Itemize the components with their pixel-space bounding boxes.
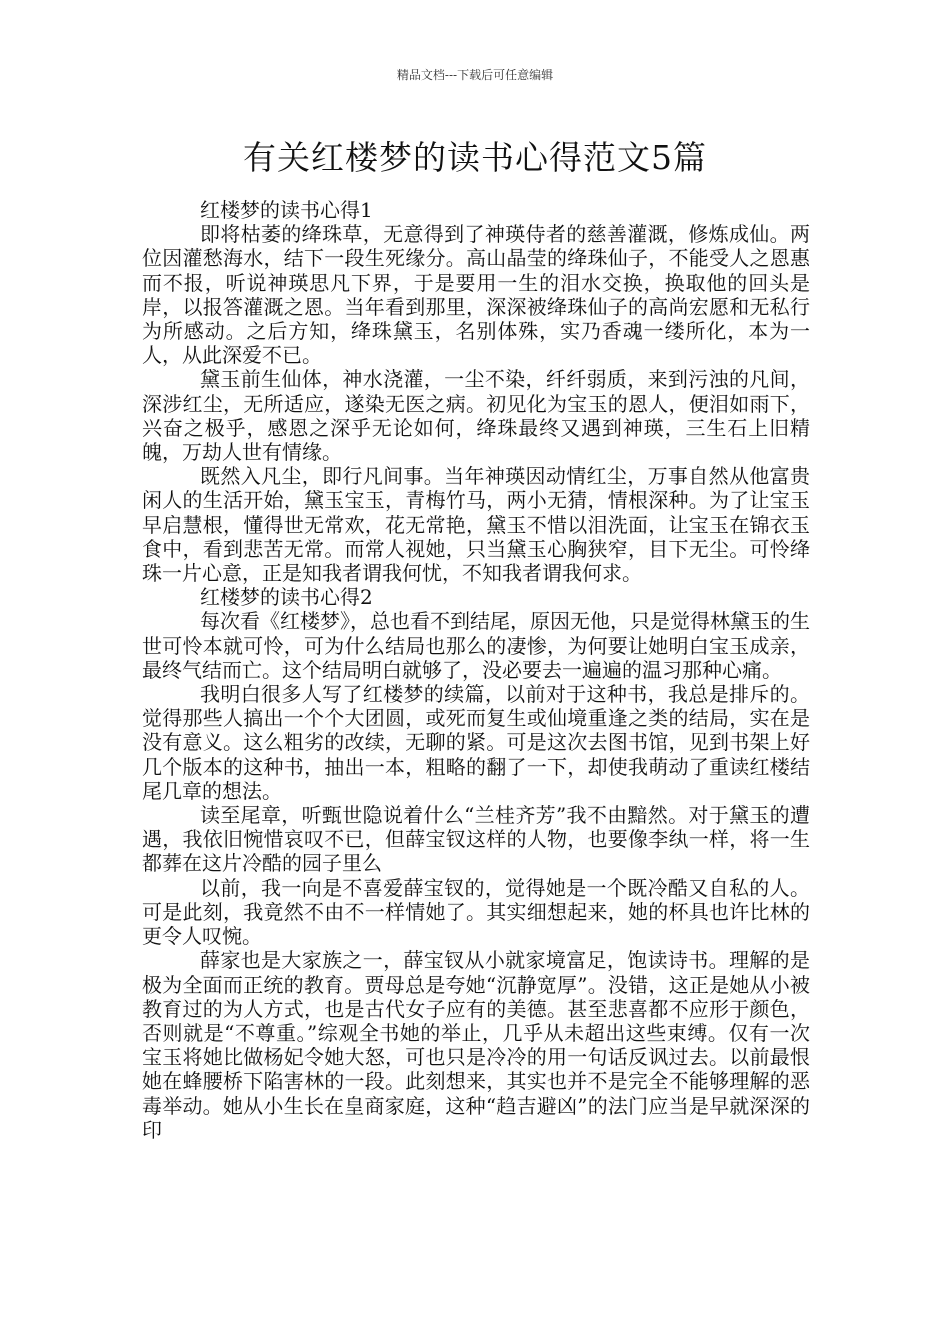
paragraph: 我明白很多人写了红楼梦的续篇，以前对于这种书，我总是排斥的。觉得那些人搞出一个个大团圆，或死而复生或仙境重逢之类的结局，实在是没有意义。这么粗劣的改续，无聊的紧。可是这次去图书馆，见到书架上好几个版本的这种书，抽出一本，粗略的翻了一下，却使我萌动了重读红楼结尾几章的想法。 bbox=[142, 682, 810, 803]
paragraph: 薛家也是大家族之一，薛宝钗从小就家境富足，饱读诗书。理解的是极为全面而正统的教育。贾母总是夸她“沉静宽厚”。没错，这正是她从小被教育过的为人方式，也是古代女子应有的美德。甚至悲喜都不应形于颜色，否则就是“不尊重。”综观全书她的举止，几乎从未超出这些束缚。仅有一次宝玉将她比做杨妃令她大怒，可也只是冷冷的用一句话反讽过去。以前最恨她在蜂腰桥下陷害林的一段。此刻想来，其实也并不是完全不能够理解的恶毒举动。她从小生长在皇商家庭，这种“趋吉避凶”的法门应当是早就深深的印 bbox=[142, 948, 810, 1142]
paragraph: 黛玉前生仙体，神水浇灌，一尘不染，纤纤弱质，来到污浊的凡间，深涉红尘，无所适应，遂染无医之病。初见化为宝玉的恩人，便泪如雨下，兴奋之极乎，感恩之深乎无论如何，绛珠最终又遇到神瑛，三生石上旧精魄，万劫人世有情缘。 bbox=[142, 367, 810, 465]
header-note: 精品文档---下载后可任意编辑 bbox=[396, 68, 554, 82]
paragraph: 以前，我一向是不喜爱薛宝钗的，觉得她是一个既冷酷又自私的人。可是此刻，我竟然不由不一样情她了。其实细想起来，她的杯具也许比林的更令人叹惋。 bbox=[142, 875, 810, 949]
section-heading: 红楼梦的读书心得1 bbox=[200, 198, 373, 222]
paragraph: 既然入凡尘，即行凡间事。当年神瑛因动情红尘，万事自然从他富贵闲人的生活开始，黛玉宝玉，青梅竹马，两小无猜，情根深种。为了让宝玉早启慧根，懂得世无常欢，花无常艳，黛玉不惜以泪洗面，让宝玉在锦衣玉食中，看到悲苦无常。而常人视她，只当黛玉心胸狭窄，目下无尘。可怜绛珠一片心意，正是知我者谓我何忧，不知我者谓我何求。 bbox=[142, 464, 810, 586]
paragraph: 读至尾章，听甄世隐说着什么“兰桂齐芳”我不由黯然。对于黛玉的遭遇，我依旧惋惜哀叹不已，但薛宝钗这样的人物，也要像李纨一样，将一生都葬在这片冷酷的园子里么 bbox=[142, 803, 810, 876]
paragraph: 每次看《红楼梦》，总也看不到结尾，原因无他，只是觉得林黛玉的生世可怜本就可怜，可为什么结局也那么的凄惨，为何要让她明白宝玉成亲，最终气结而亡。这个结局明白就够了，没必要去一遍遍的温习那种心痛。 bbox=[142, 609, 810, 682]
section-heading: 红楼梦的读书心得2 bbox=[200, 585, 373, 610]
document-body bbox=[142, 198, 810, 1142]
document-title: 有关红楼梦的读书心得范文5篇 bbox=[243, 138, 707, 177]
paragraph: 即将枯萎的绛珠草，无意得到了神瑛侍者的慈善灌溉，修炼成仙。两位因灌愁海水，结下一段生死缘分。高山晶莹的绛珠仙子，不能受人之恩惠而不报，听说神瑛思凡下界，于是要用一生的泪水交换，换取他的回头是岸，以报答灌溉之恩。当年看到那里，深深被绛珠仙子的高尚宏愿和无私行为所感动。之后方知，绛珠黛玉，名别体殊，实乃香魂一缕所化，本为一人，从此深爱不已。 bbox=[142, 222, 810, 368]
